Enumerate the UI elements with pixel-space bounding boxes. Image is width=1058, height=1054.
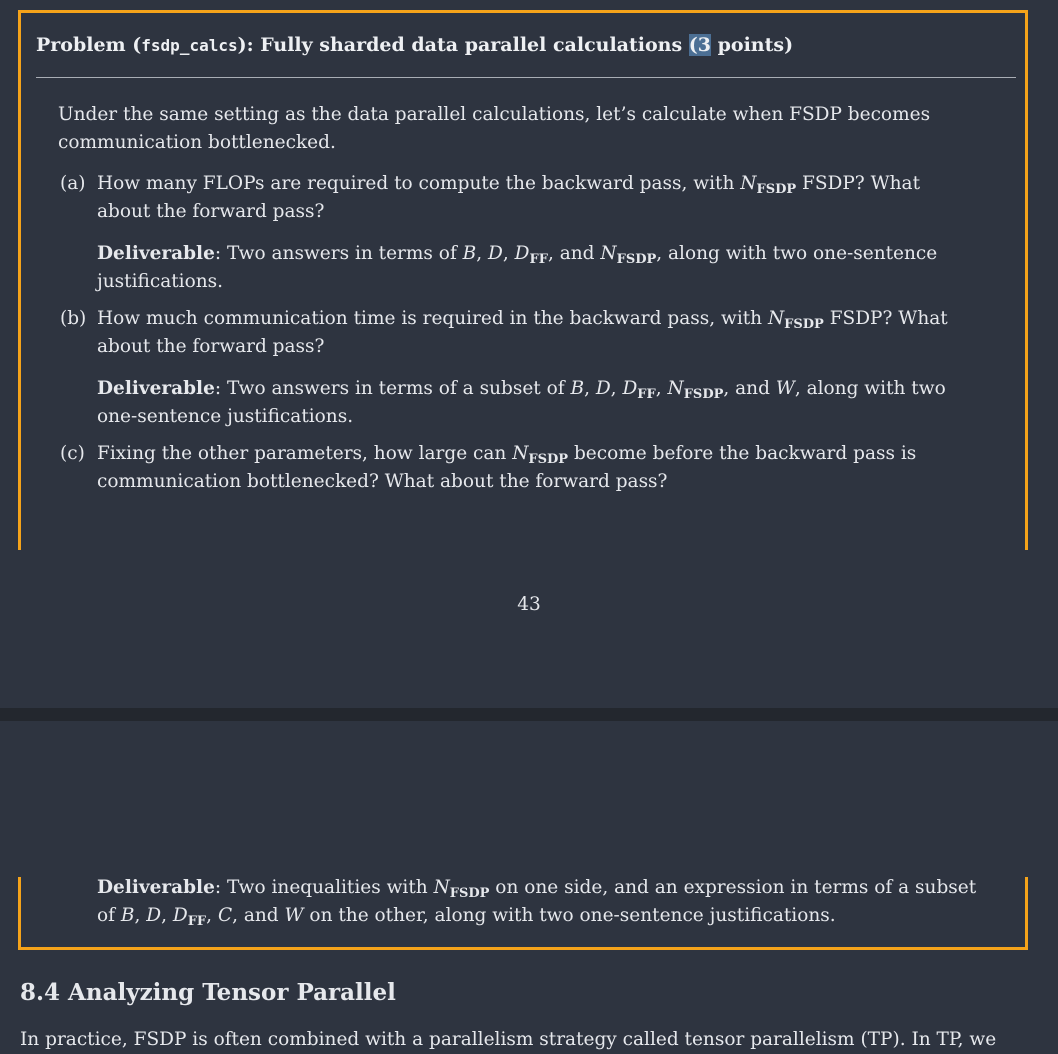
problem-title: Problem (fsdp_calcs): Fully sharded data parallel calculations (3 points) — [36, 34, 794, 56]
item-b-deliverable-1: Deliverable: Two answers in terms of a subset of B, D, $D_{FF}$, $N_{FSDP}$, and W, along with two — [97, 378, 946, 402]
item-b-deliverable-2: one-sentence justifications. — [97, 406, 354, 427]
problem-box-continued — [18, 877, 1028, 950]
problem-code: fsdp_calcs — [141, 36, 238, 55]
section-body-line-1: In practice, FSDP is often combined with a parallelism strategy called tensor parallelism (TP). In TP, we — [20, 1029, 997, 1050]
item-c-deliverable-2: of B, D, $D_{FF}$, C, and W on the other, along with two one-sentence justifications. — [97, 905, 836, 929]
item-a-deliverable-1: Deliverable: Two answers in terms of B, D, $D_{FF}$, and $N_{FSDP}$, along with two one-sentence — [97, 243, 938, 267]
item-a-label: (a) — [60, 173, 86, 194]
title-divider — [36, 77, 1016, 78]
item-c-deliverable-1: Deliverable: Two inequalities with $N_{FSDP}$ on one side, and an expression in terms of a subset — [97, 877, 977, 901]
intro-line-2: communication bottlenecked. — [58, 132, 336, 153]
item-b-line-1: How much communication time is required in the backward pass, with $N_{FSDP}$ FSDP? What — [97, 308, 948, 332]
item-a-line-2: about the forward pass? — [97, 201, 325, 222]
pdf-page-44 — [0, 721, 1058, 1048]
item-a-deliverable-2: justifications. — [97, 271, 224, 292]
selection-highlight: (3 — [688, 34, 712, 56]
intro-line-1: Under the same setting as the data parallel calculations, let’s calculate when FSDP becomes — [58, 104, 931, 125]
problem-box — [18, 10, 1028, 550]
item-c-label: (c) — [60, 443, 85, 464]
page-separator — [0, 708, 1058, 721]
item-c-line-2: communication bottlenecked? What about the forward pass? — [97, 471, 668, 492]
item-b-label: (b) — [60, 308, 87, 329]
item-a-line-1: How many FLOPs are required to compute the backward pass, with $N_{FSDP}$ FSDP? What — [97, 173, 921, 197]
item-b-line-2: about the forward pass? — [97, 336, 325, 357]
item-c-line-1: Fixing the other parameters, how large can $N_{FSDP}$ become before the backward pass is — [97, 443, 917, 467]
page-number: 43 — [517, 594, 541, 615]
section-heading: 8.4 Analyzing Tensor Parallel — [20, 979, 396, 1006]
